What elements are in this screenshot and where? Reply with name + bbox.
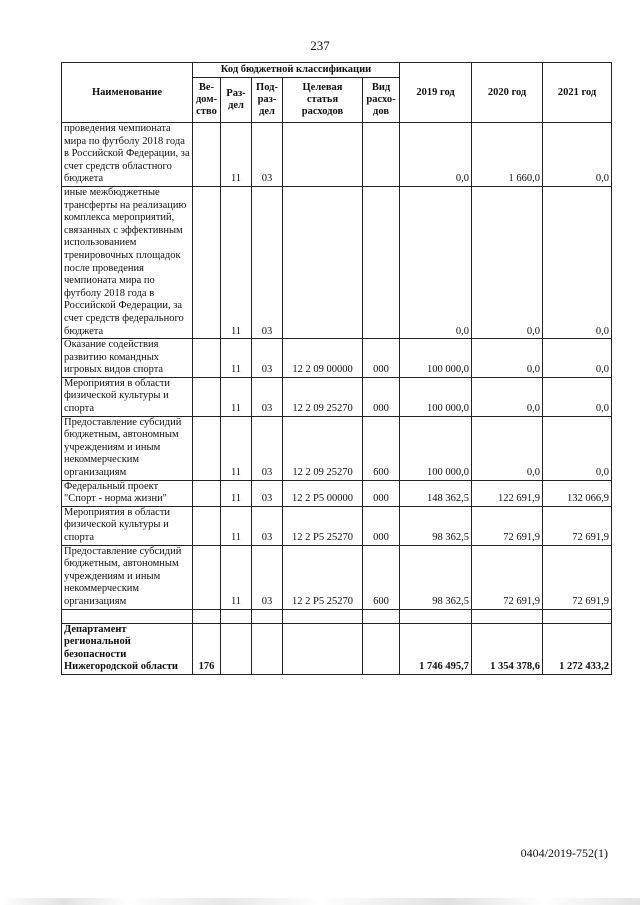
document-code: 0404/2019-752(1) bbox=[520, 846, 608, 860]
row-2021: 0,0 bbox=[543, 186, 612, 338]
scan-edge bbox=[0, 898, 640, 905]
row-razdel: 11 bbox=[221, 186, 252, 338]
header-razdel: Раз- дел bbox=[221, 78, 252, 123]
row-2021: 132 066,9 bbox=[543, 480, 612, 506]
total-2021: 1 272 433,2 bbox=[543, 623, 612, 674]
row-vid: 600 bbox=[363, 416, 400, 480]
table-row bbox=[62, 339, 612, 378]
row-podrazdel: 03 bbox=[252, 186, 283, 338]
spacer-row bbox=[62, 609, 612, 623]
row-ved bbox=[193, 480, 221, 506]
row-2021: 72 691,9 bbox=[543, 545, 612, 609]
row-podrazdel: 03 bbox=[252, 377, 283, 416]
header-2020: 2020 год bbox=[472, 63, 543, 123]
row-vid bbox=[363, 186, 400, 338]
row-celevaya bbox=[283, 123, 363, 187]
row-2020: 1 660,0 bbox=[472, 123, 543, 187]
row-2019: 100 000,0 bbox=[400, 339, 472, 378]
row-razdel: 11 bbox=[221, 416, 252, 480]
total-2020: 1 354 378,6 bbox=[472, 623, 543, 674]
row-celevaya: 12 2 P5 00000 bbox=[283, 480, 363, 506]
row-razdel: 11 bbox=[221, 506, 252, 545]
row-2019: 98 362,5 bbox=[400, 506, 472, 545]
page-number: 237 bbox=[310, 38, 330, 53]
row-podrazdel: 03 bbox=[252, 506, 283, 545]
row-vid: 000 bbox=[363, 506, 400, 545]
row-ved bbox=[193, 339, 221, 378]
row-name: Предоставление субсидий бюджетным, автономным учреждениям и иным некоммерческим организациям bbox=[62, 545, 193, 609]
row-podrazdel: 03 bbox=[252, 339, 283, 378]
row-name: проведения чемпионата мира по футболу 2018 года в Российской Федерации, за счет средств областного бюджета bbox=[62, 123, 193, 187]
row-ved bbox=[193, 416, 221, 480]
row-ved bbox=[193, 123, 221, 187]
row-celevaya bbox=[283, 186, 363, 338]
row-ved bbox=[193, 377, 221, 416]
row-2020: 0,0 bbox=[472, 339, 543, 378]
row-name: Мероприятия в области физической культуры и спорта bbox=[62, 377, 193, 416]
header-2019: 2019 год bbox=[400, 63, 472, 123]
table-row bbox=[62, 186, 612, 338]
row-vid bbox=[363, 123, 400, 187]
row-2020: 0,0 bbox=[472, 186, 543, 338]
row-name: иные межбюджетные трансферты на реализацию комплекса мероприятий, связанных с эффективным использованием тренировочных площадок после проведения чемпионата мира по футболу 2018 года в Российской Федерации, за счет средств федерального бюджета bbox=[62, 186, 193, 338]
row-ved bbox=[193, 506, 221, 545]
table-row bbox=[62, 480, 612, 506]
row-2021: 0,0 bbox=[543, 377, 612, 416]
row-celevaya: 12 2 P5 25270 bbox=[283, 506, 363, 545]
row-podrazdel: 03 bbox=[252, 416, 283, 480]
header-2021: 2021 год bbox=[543, 63, 612, 123]
row-celevaya: 12 2 09 25270 bbox=[283, 416, 363, 480]
row-2021: 72 691,9 bbox=[543, 506, 612, 545]
row-2021: 0,0 bbox=[543, 123, 612, 187]
row-razdel: 11 bbox=[221, 339, 252, 378]
row-2021: 0,0 bbox=[543, 339, 612, 378]
row-celevaya: 12 2 09 00000 bbox=[283, 339, 363, 378]
row-2021: 0,0 bbox=[543, 416, 612, 480]
row-2019: 100 000,0 bbox=[400, 377, 472, 416]
header-classification-code: Код бюджетной классификации bbox=[193, 63, 400, 78]
row-podrazdel: 03 bbox=[252, 545, 283, 609]
header-vid: Вид расхо- дов bbox=[363, 78, 400, 123]
table-row bbox=[62, 377, 612, 416]
row-ved bbox=[193, 545, 221, 609]
table-row bbox=[62, 506, 612, 545]
row-podrazdel: 03 bbox=[252, 480, 283, 506]
row-2020: 0,0 bbox=[472, 416, 543, 480]
header-name: Наименование bbox=[62, 63, 193, 123]
row-2020: 0,0 bbox=[472, 377, 543, 416]
table-row bbox=[62, 416, 612, 480]
row-name: Предоставление субсидий бюджетным, автономным учреждениям и иным некоммерческим организациям bbox=[62, 416, 193, 480]
total-row bbox=[62, 623, 612, 674]
row-vid: 000 bbox=[363, 480, 400, 506]
row-podrazdel: 03 bbox=[252, 123, 283, 187]
table-row bbox=[62, 123, 612, 187]
row-razdel: 11 bbox=[221, 480, 252, 506]
row-celevaya: 12 2 09 25270 bbox=[283, 377, 363, 416]
row-ved bbox=[193, 186, 221, 338]
row-2019: 100 000,0 bbox=[400, 416, 472, 480]
header-celevaya: Целевая статья расходов bbox=[283, 78, 363, 123]
header-row-top bbox=[62, 63, 612, 78]
row-vid: 000 bbox=[363, 377, 400, 416]
row-celevaya: 12 2 P5 25270 bbox=[283, 545, 363, 609]
row-2020: 72 691,9 bbox=[472, 506, 543, 545]
row-2020: 122 691,9 bbox=[472, 480, 543, 506]
header-podrazdel: Под- раз- дел bbox=[252, 78, 283, 123]
total-name: Департамент региональной безопасности Нижегородской области bbox=[62, 623, 193, 674]
row-2019: 148 362,5 bbox=[400, 480, 472, 506]
row-razdel: 11 bbox=[221, 545, 252, 609]
row-name: Федеральный проект "Спорт - норма жизни" bbox=[62, 480, 193, 506]
header-ved: Ве- дом- ство bbox=[193, 78, 221, 123]
row-2020: 72 691,9 bbox=[472, 545, 543, 609]
total-2019: 1 746 495,7 bbox=[400, 623, 472, 674]
row-2019: 0,0 bbox=[400, 123, 472, 187]
row-name: Мероприятия в области физической культуры и спорта bbox=[62, 506, 193, 545]
row-vid: 600 bbox=[363, 545, 400, 609]
budget-table bbox=[61, 62, 612, 675]
row-2019: 0,0 bbox=[400, 186, 472, 338]
row-vid: 000 bbox=[363, 339, 400, 378]
row-razdel: 11 bbox=[221, 377, 252, 416]
row-razdel: 11 bbox=[221, 123, 252, 187]
total-ved: 176 bbox=[193, 623, 221, 674]
row-2019: 98 362,5 bbox=[400, 545, 472, 609]
row-name: Оказание содействия развитию командных игровых видов спорта bbox=[62, 339, 193, 378]
table-row bbox=[62, 545, 612, 609]
